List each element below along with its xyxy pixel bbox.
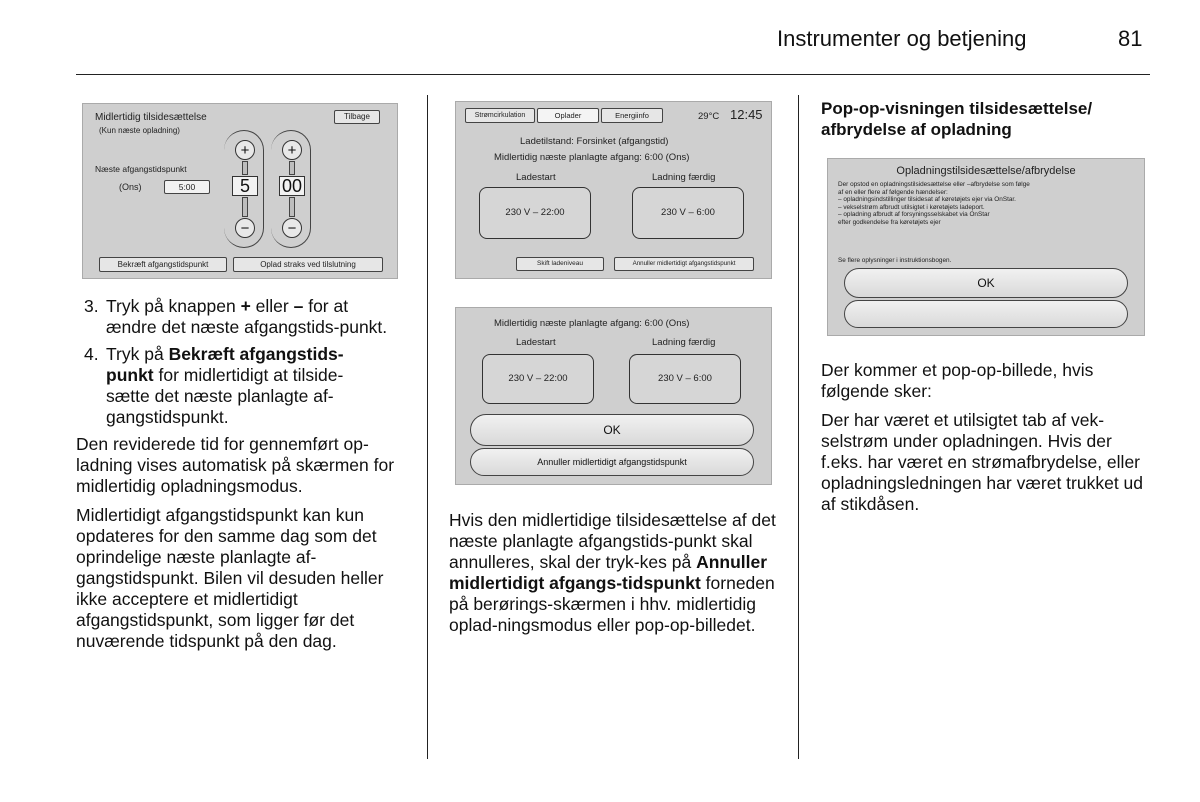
popup-done-label: Ladning færdig xyxy=(652,337,716,348)
minute-slider-upper xyxy=(289,161,295,175)
minute-minus-button[interactable]: − xyxy=(282,218,302,238)
screen-departure-popup xyxy=(455,307,772,485)
override-popup-body: Der opstod en opladningstilsidesættelse eller –afbrydelse som følge af en eller flere af følgende hændelser: – opladningsindstillinger tilsidesat af køretøjets ejer via OnStar. – vekselstrøm afbrudt utilsigtet i køretøjets ladeport. – opladning afbrudt af forsyningsselskabet via OnStar efter godkendelse fra køretøjets ejer xyxy=(838,181,1030,226)
temperature: 29°C xyxy=(698,111,720,122)
popup-done-panel: 230 V – 6:00 xyxy=(629,354,741,404)
step-4: 4. Tryk på Bekræft afgangstids-punkt for midlertidigt at tilside-sætte det næste planlagte af-gangstidspunkt. xyxy=(84,344,344,427)
charge-done-panel: 230 V – 6:00 xyxy=(632,187,744,239)
tab-charger[interactable]: Oplader xyxy=(537,108,599,123)
change-level-button[interactable]: Skift ladeniveau xyxy=(516,257,604,271)
override-empty-bar xyxy=(844,300,1128,328)
hour-minus-button[interactable]: − xyxy=(235,218,255,238)
column-2-text: Hvis den midlertidige tilsidesættelse af det næste planlagte afgangstids-punkt skal annulleres, skal der tryk-kes på Annuller midlertidigt afgangs-tidspunkt forneden på berørings-skærmen i hhv. midlertidig oplad-ningsmodus eller pop-op-billedet. xyxy=(449,510,776,635)
instruction-steps xyxy=(76,296,410,428)
cancel-temp-departure-popup-button[interactable]: Annuller midlertidigt afgangstidspunkt xyxy=(470,448,754,476)
page-header-title: Instrumenter og betjening xyxy=(777,26,1027,51)
paragraph-revised-time: Den reviderede tid for gennemført op-ladning vises automatisk på skærmen for midlertidig opladningsmodus. xyxy=(76,434,395,496)
popup-start-label: Ladestart xyxy=(516,337,556,348)
charge-done-label: Ladning færdig xyxy=(652,172,716,183)
popup-heading: Pop-op-visningen tilsidesættelse/ afbrydelse af opladning xyxy=(821,99,1093,139)
override-ok-button[interactable]: OK xyxy=(844,268,1128,298)
popup-temp-departure: Midlertidig næste planlagte afgang: 6:00 (Ons) xyxy=(494,318,690,329)
time-field: 5:00 xyxy=(164,180,210,194)
column-1-text xyxy=(76,296,410,660)
minute-digit: 00 xyxy=(279,176,305,196)
temp-departure: Midlertidig næste planlagte afgang: 6:00 (Ons) xyxy=(494,152,690,163)
screen-temporary-override xyxy=(82,103,398,279)
minute-slider-lower xyxy=(289,197,295,217)
hour-plus-button[interactable]: + xyxy=(235,140,255,160)
charge-start-panel: 230 V – 22:00 xyxy=(479,187,591,239)
day-label: (Ons) xyxy=(119,182,142,192)
popup-start-panel: 230 V – 22:00 xyxy=(482,354,594,404)
step-3: 3. Tryk på knappen + eller – for at ændre det næste afgangstids-punkt. xyxy=(84,296,388,337)
ok-button[interactable]: OK xyxy=(470,414,754,446)
charge-start-label: Ladestart xyxy=(516,172,556,183)
screen-override-interruption-popup xyxy=(827,158,1145,336)
column-3-text xyxy=(821,360,1153,523)
charge-now-button[interactable]: Oplad straks ved tilslutning xyxy=(233,257,383,272)
next-departure-label: Næste afgangstidspunkt xyxy=(95,164,187,174)
screen1-title: Midlertidig tilsidesættelse xyxy=(95,112,207,123)
charge-status: Ladetilstand: Forsinket (afgangstid) xyxy=(520,136,669,147)
hour-slider-upper xyxy=(242,161,248,175)
cancel-temp-departure-button[interactable]: Annuller midlertidigt afgangstidspunkt xyxy=(614,257,754,271)
column-divider-1 xyxy=(427,95,428,759)
tab-energy-info[interactable]: Energiinfo xyxy=(601,108,663,123)
override-popup-footer: Se flere oplysninger i instruktionsbogen. xyxy=(838,257,952,264)
popup-cause-intro: Der kommer et pop-op-billede, hvis følgende sker: xyxy=(821,360,1094,401)
override-popup-title: Opladningstilsidesættelse/afbrydelse xyxy=(896,165,1076,177)
hour-slider-lower xyxy=(242,197,248,217)
back-button[interactable]: Tilbage xyxy=(334,110,380,124)
hour-digit: 5 xyxy=(232,176,258,196)
header-rule xyxy=(76,74,1150,75)
screen1-subtitle: (Kun næste opladning) xyxy=(99,126,180,135)
page-number: 81 xyxy=(1118,26,1143,51)
confirm-departure-button[interactable]: Bekræft afgangstidspunkt xyxy=(99,257,227,272)
clock: 12:45 xyxy=(730,107,763,122)
screen-charging-status xyxy=(455,101,772,279)
tab-power-flow[interactable]: Strømcirkulation xyxy=(465,108,535,123)
minute-plus-button[interactable]: + xyxy=(282,140,302,160)
popup-cause-detail: Der har været et utilsigtet tab af vek-selstrøm under opladningen. Hvis der f.eks. har været en strømafbrydelse, eller opladningsledningen har været trukket ud af stikdåsen. xyxy=(821,410,1144,514)
column-divider-2 xyxy=(798,95,799,759)
paragraph-same-day: Midlertidigt afgangstidspunkt kan kun opdateres for den samme dag som det oprindelige næste planlagte af-gangstidspunkt. Bilen vil desuden heller ikke acceptere et midlertidigt afgangstidspunkt, som ligger før det nuværende tidspunkt på den dag. xyxy=(76,505,384,651)
